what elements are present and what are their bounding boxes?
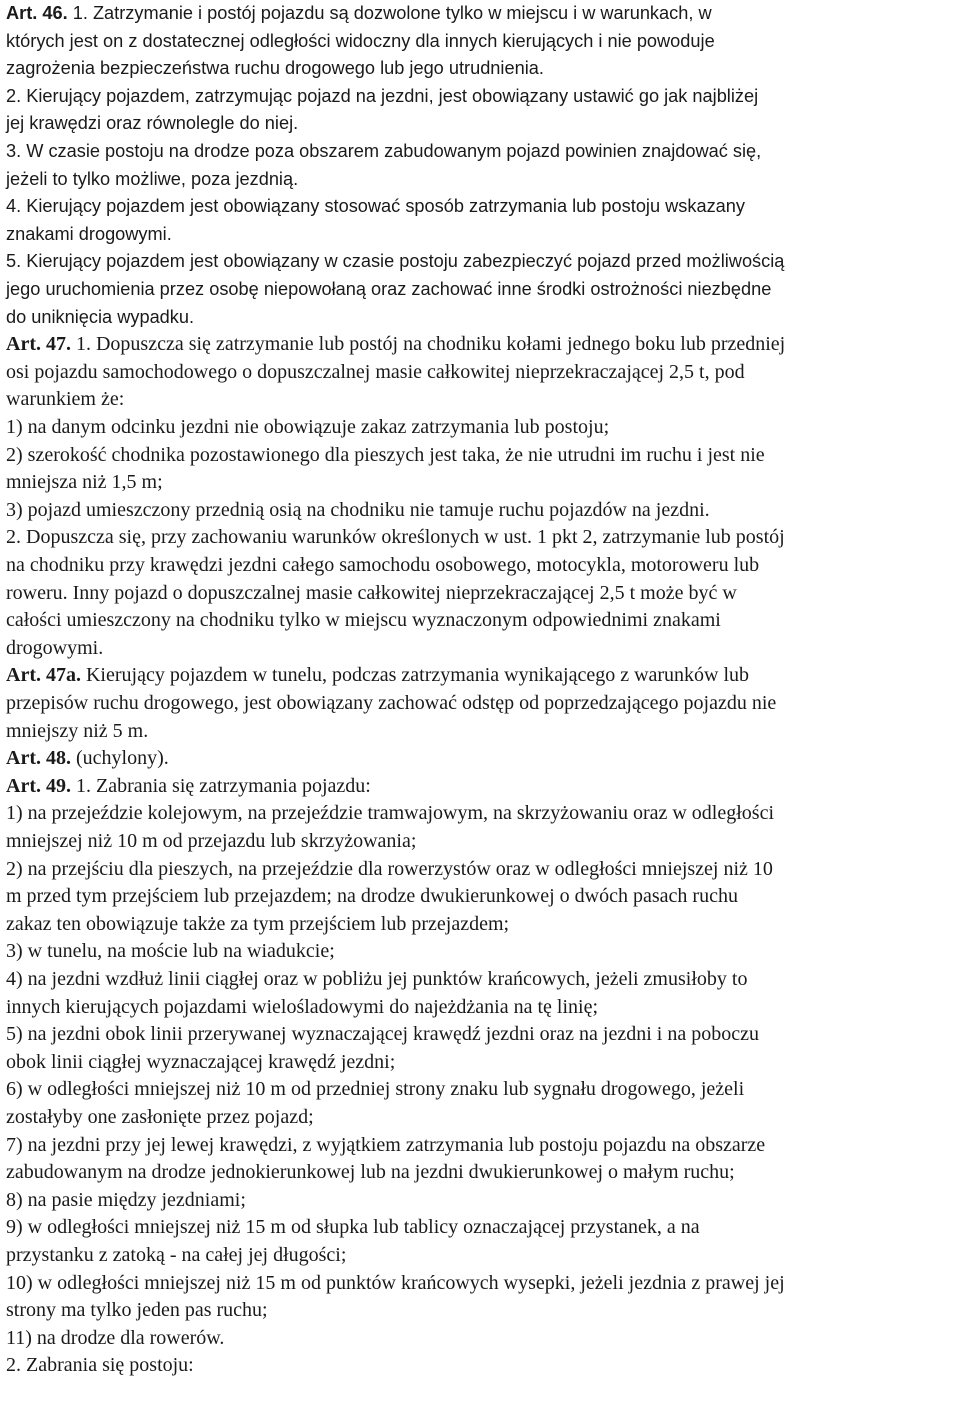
text-line xyxy=(6,689,776,717)
line-text: jeżeli to tylko możliwe, poza jezdnią. xyxy=(6,168,299,189)
line-text: zabudowanym na drodze jednokierunkowej lub na jezdni dwukierunkowej o małym ruchu; xyxy=(6,1161,735,1184)
line-text: mniejsza niż 1,5 m; xyxy=(6,471,163,494)
line-text: 2) szerokość chodnika pozostawionego dla pieszych jest taka, że nie utrudni im ruchu i jest nie xyxy=(6,443,765,466)
line-text: 2) na przejściu dla pieszych, na przejeździe dla rowerzystów oraz w odległości mniejszej niż 10 xyxy=(6,857,773,880)
text-line xyxy=(6,27,715,55)
text-line xyxy=(6,1158,735,1186)
line-text: 3. W czasie postoju na drodze poza obszarem zabudowanym pojazd powinien znajdować się, xyxy=(6,141,762,161)
line-text: do uniknięcia wypadku. xyxy=(6,306,195,327)
text-line xyxy=(6,1020,759,1048)
text-line xyxy=(6,523,785,551)
text-line xyxy=(6,937,335,965)
text-line xyxy=(6,1186,246,1214)
text-line xyxy=(6,799,774,827)
line-text: 2. Kierujący pojazdem, zatrzymując pojazd na jezdni, jest obowiązany ustawić go jak najbliżej xyxy=(6,85,759,106)
text-line xyxy=(6,82,758,110)
line-text: 8) na pasie między jezdniami; xyxy=(6,1188,246,1211)
article-heading: Art. 46. xyxy=(6,3,68,23)
text-line xyxy=(6,910,509,938)
line-text: przepisów ruchu drogowego, jest obowiązany zachować odstęp od poprzedzającego pojazdu nie xyxy=(6,692,777,714)
text-line xyxy=(6,496,710,524)
line-text: strony ma tylko jeden pas ruchu; xyxy=(6,1299,268,1322)
line-text: (uchylony). xyxy=(70,747,169,770)
text-line xyxy=(6,634,103,662)
text-line xyxy=(6,579,737,607)
line-text: 5. Kierujący pojazdem jest obowiązany w czasie postoju zabezpieczyć pojazd przed możliwością xyxy=(6,251,785,272)
text-line xyxy=(6,1351,194,1379)
text-line xyxy=(6,882,738,910)
line-text: 1. Zabrania się zatrzymania pojazdu: xyxy=(70,774,371,797)
line-text: zostałyby one zasłonięte przez pojazd; xyxy=(6,1106,314,1128)
line-text: przystanku z zatoką - na całej jej długości; xyxy=(6,1244,347,1266)
text-line xyxy=(6,165,298,193)
text-line xyxy=(6,54,544,82)
text-line xyxy=(6,413,609,441)
line-text: Kierujący pojazdem w tunelu, podczas zatrzymania wynikającego z warunków lub xyxy=(80,664,750,687)
line-text: 1. Dopuszcza się zatrzymanie lub postój na chodniku kołami jednego boku lub przedniej xyxy=(70,333,786,356)
text-line xyxy=(6,109,298,137)
line-text: warunkiem że: xyxy=(6,388,125,411)
line-text: 2. Dopuszcza się, przy zachowaniu warunków określonych w ust. 1 pkt 2, zatrzymanie lub postój xyxy=(6,526,785,549)
line-text: całości umieszczony na chodniku tylko w miejscu wyznaczonym odpowiednimi znakami xyxy=(6,609,721,632)
text-line xyxy=(6,855,773,883)
line-text: innych kierujących pojazdami wielośladowymi do najeżdżania na tę linię; xyxy=(6,995,599,1018)
text-line xyxy=(6,1213,700,1241)
text-line xyxy=(6,717,148,745)
text-line xyxy=(6,965,747,993)
line-text: 6) w odległości mniejszej niż 10 m od przedniej strony znaku lub sygnału drogowego, jeżeli xyxy=(6,1078,745,1101)
line-text: jej krawędzi oraz równolegle do niej. xyxy=(6,113,299,134)
line-text: 1) na danym odcinku jezdni nie obowiązuje zakaz zatrzymania lub postoju; xyxy=(6,416,610,438)
line-text: 1. Zatrzymanie i postój pojazdu są dozwolone tylko w miejscu i w warunkach, w xyxy=(67,3,712,23)
text-line xyxy=(6,1269,785,1297)
text-line xyxy=(6,468,163,496)
text-line xyxy=(6,1296,268,1324)
article-heading: Art. 49. xyxy=(6,774,71,797)
line-text: 9) w odległości mniejszej niż 15 m od słupka lub tablicy oznaczającej przystanek, a na xyxy=(6,1216,700,1239)
line-text: 10) w odległości mniejszej niż 15 m od punktów krańcowych wysepki, jeżeli jezdnia z prawej jej xyxy=(6,1271,785,1294)
text-line xyxy=(6,1103,314,1131)
line-text: 7) na jezdni przy jej lewej krawędzi, z wyjątkiem zatrzymania lub postoju pojazdu na obszarze xyxy=(6,1133,766,1156)
line-text: 11) na drodze dla rowerów. xyxy=(6,1326,225,1349)
line-text: mniejszy niż 5 m. xyxy=(6,719,149,742)
line-text: obok linii ciągłej wyznaczającej krawędź jezdni; xyxy=(6,1050,396,1073)
line-text: zakaz ten obowiązuje także za tym przejściem lub przejazdem; xyxy=(6,912,510,935)
text-line xyxy=(6,192,745,220)
line-text: osi pojazdu samochodowego o dopuszczalnej masie całkowitej nieprzekraczającej 2,5 t, pod xyxy=(6,360,745,383)
text-line xyxy=(6,772,371,800)
line-text: 4. Kierujący pojazdem jest obowiązany stosować sposób zatrzymania lub postoju wskazany xyxy=(6,196,745,217)
text-line xyxy=(6,1048,395,1076)
line-text: m przed tym przejściem lub przejazdem; na drodze dwukierunkowej o dwóch pasach ruchu xyxy=(6,885,738,908)
text-line xyxy=(6,330,785,358)
line-text: mniejszej niż 10 m od przejazdu lub skrzyżowania; xyxy=(6,830,417,852)
line-text: znakami drogowymi. xyxy=(6,223,172,244)
text-line xyxy=(6,1241,346,1269)
line-text: zagrożenia bezpieczeństwa ruchu drogowego lub jego utrudnienia. xyxy=(6,58,544,79)
text-line xyxy=(6,744,169,772)
text-line xyxy=(6,0,712,27)
article-heading: Art. 47a. xyxy=(6,664,81,687)
article-heading: Art. 48. xyxy=(6,747,71,770)
line-text: na chodniku przy krawędzi jezdni całego samochodu osobowego, motocykla, motoroweru lub xyxy=(6,554,760,576)
text-line xyxy=(6,385,124,413)
text-line xyxy=(6,551,759,579)
text-line xyxy=(6,303,194,331)
text-line xyxy=(6,1075,744,1103)
line-text: 2. Zabrania się postoju: xyxy=(6,1354,194,1377)
line-text: roweru. Inny pojazd o dopuszczalnej masie całkowitej nieprzekraczającej 2,5 t może być w xyxy=(6,581,737,604)
text-line xyxy=(6,1131,765,1159)
text-line xyxy=(6,137,761,165)
text-line xyxy=(6,993,598,1021)
text-line xyxy=(6,606,721,634)
line-text: 3) w tunelu, na moście lub na wiadukcie; xyxy=(6,940,335,963)
text-line xyxy=(6,358,745,386)
line-text: jego uruchomienia przez osobę niepowołaną oraz zachować inne środki ostrożności niezbędne xyxy=(6,279,772,299)
text-line xyxy=(6,441,765,469)
text-line xyxy=(6,1324,224,1352)
line-text: 3) pojazd umieszczony przednią osią na chodniku nie tamuje ruchu pojazdów na jezdni. xyxy=(6,498,710,521)
article-heading: Art. 47. xyxy=(6,333,71,356)
text-line xyxy=(6,661,749,689)
line-text: 4) na jezdni wzdłuż linii ciągłej oraz w pobliżu jej punktów krańcowych, jeżeli zmusiłoby to xyxy=(6,968,748,990)
text-line xyxy=(6,827,416,855)
text-line xyxy=(6,275,771,303)
line-text: których jest on z dostatecznej odległości widoczny dla innych kierujących i nie powoduje xyxy=(6,30,715,51)
line-text: 5) na jezdni obok linii przerywanej wyznaczającej krawędź jezdni oraz na jezdni i na poboczu xyxy=(6,1023,759,1046)
line-text: drogowymi. xyxy=(6,636,104,659)
text-line xyxy=(6,247,784,275)
text-line xyxy=(6,220,172,248)
line-text: 1) na przejeździe kolejowym, na przejeździe tramwajowym, na skrzyżowaniu oraz w odległości xyxy=(6,802,775,825)
